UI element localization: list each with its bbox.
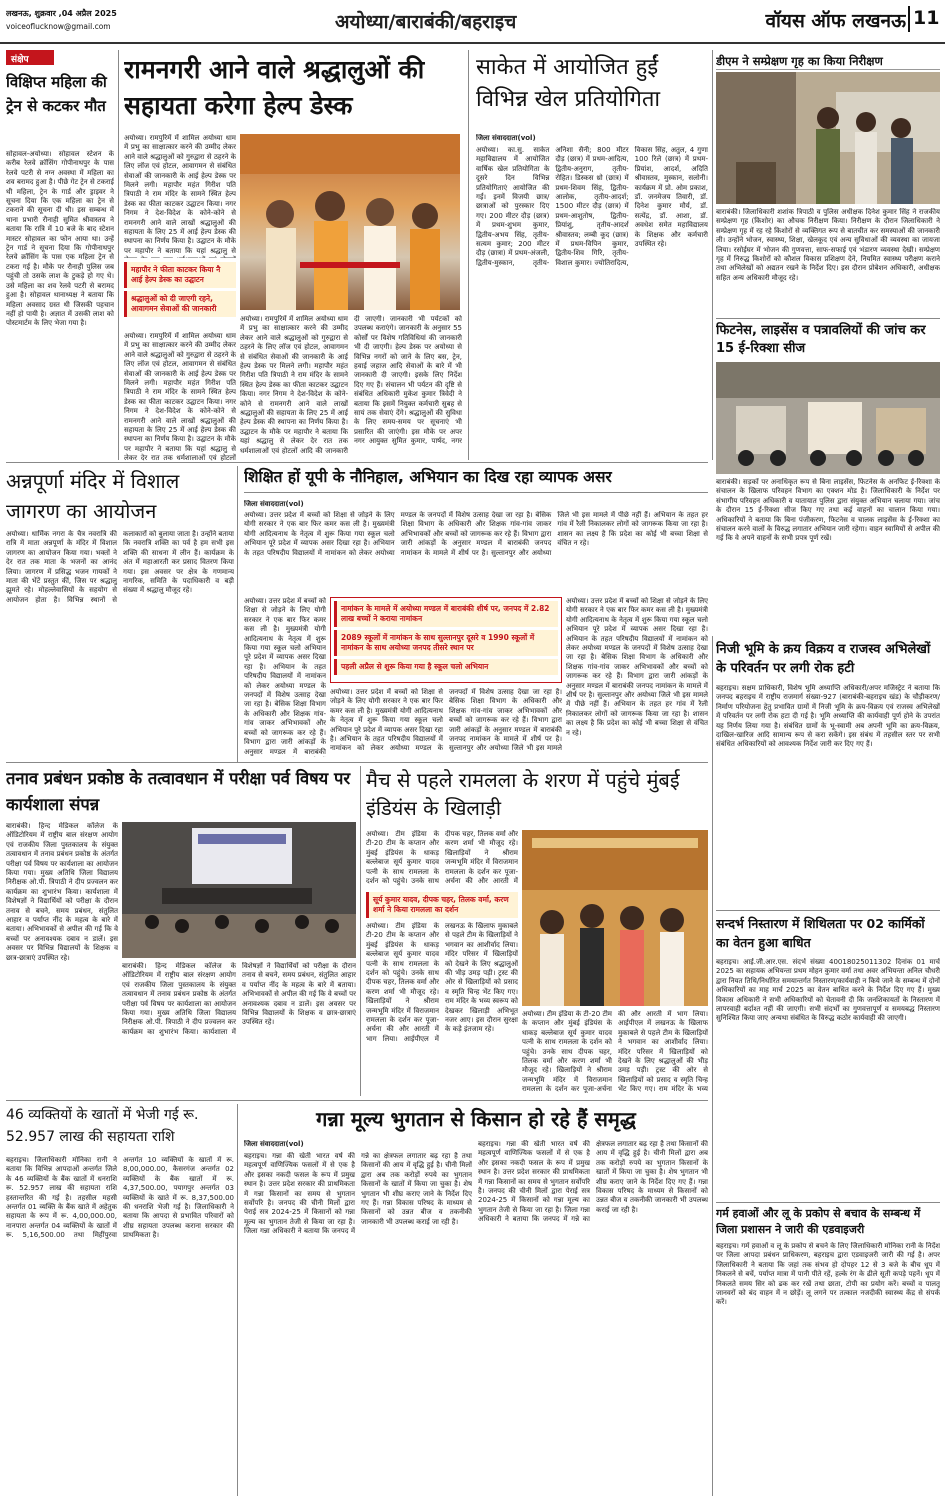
e-rickshaw-photo-illustration <box>716 362 940 474</box>
helpdesk-photo <box>240 134 460 310</box>
mumbai-body-top: अयोध्या। टीम इंडिया के टी-20 टीम के कप्तान और मुंबई इंडियंस के धाकड़ बल्लेबाज सूर्य कुमार यादव पत्नी के साथ रामलला के दर्शन को पहुंचे। उनके साथ दीपक चहर, तिलक वर्मा और करण शर्मा भी मौजूद रहे। खिलाड़ियों ने श्रीराम जन्मभूमि मंदिर में विराजमान रामलला के दर्शन कर पूजा-अर्चना की और आरती में <box>366 830 518 886</box>
sports-byline: जिला संवाददाता(vol) <box>476 134 536 142</box>
helpdesk-callout-1: महापौर ने फीता काटकर किया नै आई हेल्प डेस्क का उद्घाटन <box>124 262 236 288</box>
helpdesk-body-lower: अयोध्या। रामपुरिमें में शामिल अयोध्या धाम में प्रभु का साक्षात्कार करने की उम्मीद लेकर आने वाले श्रद्धालुओं को गुरुद्वारा से ठहरने के लिए लॉज एवं होटल, आवागमन से संबंधित सेवाओं की जानकारी के आई हेल्प डेस्क पर मिलने लगी। महापौर महंत गिरीश पति त्रिपाठी ने राम मंदिर के सामने स्थित हेल्प डेस्क का फीता काटकर उद्घाटन किया। नगर निगम ने देश-विदेश के कोने-कोने से रामनगरी आने वाले लाखों श्रद्धालुओं की सहायता के लिए 25 में आई हेल्प डेस्क की स्थापना का निर्णय किया है। उद्घाटन के मौके पर महापौर ने बताया कि यहां श्रद्धालु से लेकर देर रात तक धर्मशालाओं एवं होटलों <box>124 332 236 462</box>
helpdesk-body-right: अयोध्या। रामपुरिमें में शामिल अयोध्या धाम में प्रभु का साक्षात्कार करने की उम्मीद लेकर आने वाले श्रद्धालुओं को गुरुद्वारा से ठहरने के लिए लॉज एवं होटल, आवागमन से संबंधित सेवाओं की जानकारी के आई हेल्प डेस्क पर मिलने लगी। महापौर महंत गिरीश पति त्रिपाठी ने राम मंदिर के सामने स्थित हेल्प डेस्क का फीता काटकर उद्घाटन किया। नगर निगम ने देश-विदेश के कोने-कोने से रामनगरी आने वाले लाखों श्रद्धालुओं की सहायता के लिए 25 में आई हेल्प डेस्क की स्थापना का निर्णय किया है। उद्घाटन के मौके पर महापौर ने बताया कि यहां श्रद्धालु से लेकर देर रात तक धर्मशालाओं एवं होटलों आदि की जानकारी दी जाएगी। जानकारी भी पर्यटकों को उपलब्ध कराएंगे। जानकारी के अनुसार 55 कोर्सों पर विशेष गतिविधियां की जानकारी भी दी जाएगी। हेल्प डेस्क पर अयोध्या से विभिन्न नगरों को जाने के लिए बस, ट्रेन, हवाई जहाज आदि सेवाओं के बारे में भी जानकारी दी जाएगी। इसके लिए निर्देश दिए गए हैं। संचालन भी पर्यटन की दृष्टि से संबंधित अधिकारी मुकेश कुमार त्रिवेदी ने बताया कि इसमें नियुक्त कर्मचारी सुबह से सायं तक सेवाएं देंगे। श्रद्धालुओं की सुविधा के लिए समय-समय पर सूचनाएं भी प्रसारित की जाएंगी। इस मौके पर अपर नगर आयुक्त सुमित कुमार, पार्षद, नगर <box>240 315 462 455</box>
education-byline: जिला संवाददाता(vol) <box>244 500 304 508</box>
salary-body: बहराइच। आई.जी.आर.एस. संदर्भ संख्या 40018025011302 दिनांक 01 मार्च 2025 का सहायक अभियन्ता प्रथम मोहन कुमार वर्मा तथा अवर अभियन्ता अनिल चौधरी द्वारा नियत तिथि/निर्धारित समयान्तर्गत निस्तारण/कार्यवाही न किये जाने के सम्बन्ध में दोनों अधिकारियों का माह मार्च 2025 का वेतन बाधित करने के निर्देश दिए गए हैं। मुख्य विकास अधिकारी ने सभी अधिकारियों को चेतावनी दी कि जनशिकायतों के निस्तारण में लापरवाही बर्दाश्त नहीं की जाएगी। सभी संदर्भों का गुणवत्तापूर्ण व समयबद्ध निस्तारण सुनिश्चित किया जाए अन्यथा संबंधित के विरुद्ध कठोर कार्यवाही की जाएगी। <box>716 958 940 1023</box>
workshop-body-right: बाराबंकी। हिन्द मेडिकल कॉलेज के ऑडिटोरियम में राष्ट्रीय बाल संरक्षण आयोग एवं राजकीय जिला पुस्तकालय के संयुक्त तत्वावधान में तनाव प्रबंधन प्रकोष्ठ के अंतर्गत परीक्षा पर्व विषय पर कार्यशाला का आयोजन किया गया। मुख्य अतिथि जिला विद्यालय निरीक्षक ओ.पी. त्रिपाठी ने दीप प्रज्वलन कर कार्यक्रम का शुभारंभ किया। कार्यशाला में विशेषज्ञों ने विद्यार्थियों को परीक्षा के दौरान तनाव से बचने, समय प्रबंधन, संतुलित आहार व पर्याप्त नींद के महत्व के बारे में बताया। अभिभावकों से अपील की गई कि वे बच्चों पर अनावश्यक दबाव न डालें। इस अवसर पर विभिन्न विद्यालयों के शिक्षक व छात्र-छात्राएं उपस्थित रहे। <box>122 962 356 1036</box>
fitness-headline: फिटनेस, लाइसेंस व पत्रावलियों की जांच कर 15 ई-रिक्शा सीज <box>716 323 926 356</box>
sports-body: अयोध्या। का.सु. साकेत महाविद्यालय में आयोजित वार्षिक खेल प्रतियोगिता के दूसरे दिन विभिन्न प्रतियोगिताएं आयोजित की गईं। इनमें विजयी छात्र/छात्राओं को पुरस्कार दिए गए। 200 मीटर दौड़ (छात्र) में प्रथम-शुभम कुमार, द्वितीय-अभय सिंह, तृतीय-सत्यम कुमार; 200 मीटर दौड़ (छात्रा) में प्रथम-अंजली, द्वितीय-मुस्कान, तृतीय-अनिशा सैनी; 800 मीटर दौड़ (छात्र) में प्रथम-आदित्य, द्वितीय-अनुराग, तृतीय-रोहित। डिस्कस थ्रो (छात्र) में प्रथम-शिवम सिंह, द्वितीय-आलोक, तृतीय-आदर्श; 1500 मीटर दौड़ (छात्र) में प्रथम-आशुतोष, द्वितीय-प्रियांशु, तृतीय-आदर्श श्रीवास्तव; लम्बी कूद (छात्र) में प्रथम-विपिन कुमार, द्वितीय-शिव गिरि, तृतीय-विशाल कुमार। ज्योतिरादित्य, विकास सिंह, अतुल, 4 गुणा 100 रिले (छात्र) में प्रथम-प्रियांश, आदर्श, अदिति श्रीवास्तव, मुस्कान, सलोनी। कार्यक्रम में प्रो. ओम प्रकाश, डॉ. जनमेजय तिवारी, डॉ. दिनेश कुमार मौर्य, डॉ. सत्येंद्र, डॉ. आशा, डॉ. अवधेश समेत महाविद्यालय के शिक्षक और कर्मचारी उपस्थित रहे। <box>476 146 708 267</box>
land-headline: निजी भूमि के क्रय विक्रय व राजस्व अभिलेखों के परिवर्तन पर लगी रोक हटी <box>716 642 931 676</box>
sugarcane-body-left: बहराइच। गन्ना की खेती भारत वर्ष की महत्वपूर्ण वाणिज्यिक फसलों में से एक है और इसका नकदी फसल के रूप में प्रमुख स्थान है। उत्तर प्रदेश सरकार की प्राथमिकता में गन्ना किसानों का समय से भुगतान सर्वोपरि है। जनपद की चीनी मिलों द्वारा पेराई सत्र 2024-25 में किसानों को गन्ना मूल्य का भुगतान तेजी से किया जा रहा है। जिला गन्ना अधिकारी ने बताया कि जनपद में गन्ने का क्षेत्रफल लगातार बढ़ रहा है तथा किसानों की आय में वृद्धि हुई है। चीनी मिलों द्वारा अब तक करोड़ों रुपये का भुगतान किसानों के खातों में किया जा चुका है। शेष भुगतान भी शीघ्र कराए जाने के निर्देश दिए गए हैं। गन्ना विकास परिषद के माध्यम से किसानों को उन्नत बीज व तकनीकी जानकारी भी उपलब्ध कराई जा रही है। <box>244 1152 472 1236</box>
heatwave-headline: गर्म हवाओं और लू के प्रकोप से बचाव के सम्बन्ध में जिला प्रशासन ने जारी की एडवाइजरी <box>716 1207 921 1236</box>
sugarcane-body-right: बहराइच। गन्ना की खेती भारत वर्ष की महत्वपूर्ण वाणिज्यिक फसलों में से एक है और इसका नकदी फसल के रूप में प्रमुख स्थान है। उत्तर प्रदेश सरकार की प्राथमिकता में गन्ना किसानों का समय से भुगतान सर्वोपरि है। जनपद की चीनी मिलों द्वारा पेराई सत्र 2024-25 में किसानों को गन्ना मूल्य का भुगतान तेजी से किया जा रहा है। जिला गन्ना अधिकारी ने बताया कि जनपद में गन्ने का क्षेत्रफल लगातार बढ़ रहा है तथा किसानों की आय में वृद्धि हुई है। चीनी मिलों द्वारा अब तक करोड़ों रुपये का भुगतान किसानों के खातों में किया जा चुका है। शेष भुगतान भी शीघ्र कराए जाने के निर्देश दिए गए हैं। गन्ना विकास परिषद के माध्यम से किसानों को उन्नत बीज व तकनीकी जानकारी भी उपलब्ध कराई जा रही है। <box>478 1140 708 1224</box>
brief-body: सोहावल-अयोध्या। सोहावल स्टेशन के करीब रेलवे क्रॉसिंग गोपीनाथपुर के पास रेलवे पटरी से नग्न अवस्था में महिला का शव बरामद हुआ है। पीछे गेट ट्रेन से टकराई थी महिला, ट्रेन के गार्ड और ड्राइवर ने सूचना दिया कि एक महिला का ट्रेन से टकराने की सूचना दी थी। इस सम्बन्ध में थाना प्रभारी रौनाही सुमित श्रीवास्तव ने बताया कि रात्रि में 10 बजे के बाद स्टेशन मास्टर सोहावल का फोन आया था। उन्हें ट्रेन गार्ड ने सूचना दिया कि गोपीनाथपुर रेलवे क्रॉसिंग के पास एक महिला ट्रेन से टकरा गई है। मौके पर रौनाही पुलिस जब पहुंची तो उसके लाश के टुकड़े हो गए थे। उसे महिला का शव रेलवे पटरी से बरामद हुआ है। सोहावल थानाध्यक्ष ने बताया कि महिला अवसाद ग्रस्त थी जिसकी पहचान नहीं हो पायी है। अज्ञात में उसकी लाश को पोस्टमार्टम के लिए भेजा गया है। <box>6 150 114 328</box>
date-line: लखनऊ, शुक्रवार ,04 अप्रैल 2025 <box>6 9 117 18</box>
accounts-headline: 46 व्यक्तियों के खातों में भेजी गई रू. 52.957 लाख की सहायता राशि <box>6 1107 199 1145</box>
fitness-photo <box>716 362 940 474</box>
heatwave-body: बहराइच। गर्म हवाओं व लू के प्रकोप से बचने के लिए जिलाधिकारी मोनिका रानी के निर्देश पर जिला आपदा प्रबंधन प्राधिकरण, बहराइच द्वारा एडवाइजरी जारी की गई है। अपर जिलाधिकारी ने बताया कि जहां तक संभव हो दोपहर 12 से 3 बजे के बीच धूप में निकलने से बचें, पर्याप्त मात्रा में पानी पीते रहें, हल्के रंग के ढीले सूती कपड़े पहनें। धूप में निकलते समय सिर को ढक कर रखें तथा छाता, टोपी का प्रयोग करें। बच्चों व पालतू जानवरों को बंद वाहन में न छोड़ें। लू लगने पर तत्काल नजदीकी स्वास्थ्य केंद्र से संपर्क करें। <box>716 1242 940 1307</box>
mumbai-photo <box>522 830 708 1006</box>
annapurna-body: अयोध्या। धार्मिक नगरा के चैत्र नवरात्रि की रात्रि में माता अन्नपूर्णा के मंदिर में विशाल जागरण का आयोजन किया गया। भक्तों ने देर रात तक माता के भजनों का आनंद लिया। जागरण में प्रसिद्ध भजन गायकों ने माता की भेंटें प्रस्तुत कीं, जिस पर श्रद्धालु झूमते रहे। मोहल्लेवासियों के सहयोग से आयोजन होता है। विभिन्न स्थानों से कलाकारों को बुलाया जाता है। उन्होंने बताया कि नवरात्रि शक्ति का पर्व है हम सभी इस शक्ति की साधना में लीन हैं। कार्यक्रम के अंत में महाआरती कर प्रसाद वितरण किया गया। इस अवसर पर क्षेत्र के गणमान्य नागरिक, समिति के पदाधिकारी व बड़ी संख्या में श्रद्धालु मौजूद रहे। <box>6 530 234 604</box>
accounts-body: बहराइच। जिलाधिकारी मोनिका रानी ने बताया कि विभिन्न आपदाओं अन्तर्गत जिले के 46 व्यक्तियों के बैंक खातों में धनराशि रू. 52.957 लाख की सहायता राशि हस्तान्तरित की गई है। तहसील महसी अन्तर्गत 01 व्यक्ति के बैंक खाते में अहेतुक सहायता के रूप में रू. 4,00,000.00, नानपारा अन्तर्गत 04 व्यक्तियों के खातों में रू. 5,16,500.00 तथा मिहींपुरवा अन्तर्गत 10 व्यक्तियों के खातों में रू. 8,00,000.00, कैसरगंज अन्तर्गत 02 व्यक्तियों के बैंक खातों में रू. 4,37,500.00, पयागपुर अन्तर्गत 03 व्यक्तियों के खाते में रू. 8,37,500.00 की धनराशि भेजी गई है। जिलाधिकारी ने बताया कि आपदा से प्रभावित परिवारों को शीघ्र सहायता उपलब्ध कराना सरकार की प्राथमिकता है। <box>6 1156 234 1240</box>
education-body-right: अयोध्या। उत्तर प्रदेश में बच्चों को शिक्षा से जोड़ने के लिए योगी सरकार ने एक बार फिर कमर कस ली है। मुख्यमंत्री योगी आदित्यनाथ के नेतृत्व में शुरू किया गया स्कूल चलो अभियान पूरे प्रदेश में व्यापक असर दिखा रहा है। अभियान के तहत परिषदीय विद्यालयों में नामांकन को लेकर अयोध्या मण्डल के जनपदों में विशेष उत्साह देखा जा रहा है। बेसिक शिक्षा विभाग के अधिकारी और शिक्षक गांव-गांव जाकर अभिभावकों और बच्चों को जागरूक कर रहे हैं। विभाग द्वारा जारी आंकड़ों के अनुसार मण्डल में बाराबंकी जनपद नामांकन के मामले में शीर्ष पर है। सुल्तानपुर और अयोध्या जिले भी इस मामले में पीछे नहीं हैं। अभियान के तहत हर गांव में रैली निकालकर लोगों को जागरूक किया जा रहा है। शासन का लक्ष्य है कि प्रदेश का कोई भी बच्चा शिक्षा से वंचित न रहे। <box>566 597 708 737</box>
helpdesk-callout-2: श्रद्धालुओं को दी जाएगी रहने, आवागमन सेवाओं की जानकारी <box>124 291 236 317</box>
education-callout-3: पहली अप्रैल से शुरू किया गया है स्कूल चलो अभियान <box>334 659 558 675</box>
education-callouts <box>330 597 562 683</box>
auditorium-photo-illustration <box>122 822 356 958</box>
section-title: अयोध्या/बाराबंकी/बहराइच <box>335 11 517 33</box>
sports-headline: साकेत में आयोजित हुईं विभिन्न खेल प्रतियोगिता <box>476 55 661 112</box>
email: voiceoflucknow@gmail.com <box>6 22 111 31</box>
masthead <box>0 0 945 44</box>
mumbai-headline: मैच से पहले रामलला के शरण में पहुंचे मुंबई इंडियंस के खिलाड़ी <box>366 768 680 820</box>
education-body-bottom: अयोध्या। उत्तर प्रदेश में बच्चों को शिक्षा से जोड़ने के लिए योगी सरकार ने एक बार फिर कमर कस ली है। मुख्यमंत्री योगी आदित्यनाथ के नेतृत्व में शुरू किया गया स्कूल चलो अभियान पूरे प्रदेश में व्यापक असर दिखा रहा है। अभियान के तहत परिषदीय विद्यालयों में नामांकन को लेकर अयोध्या मण्डल के जनपदों में विशेष उत्साह देखा जा रहा है। बेसिक शिक्षा विभाग के अधिकारी और शिक्षक गांव-गांव जाकर अभिभावकों और बच्चों को जागरूक कर रहे हैं। विभाग द्वारा जारी आंकड़ों के अनुसार मण्डल में बाराबंकी जनपद नामांकन के मामले में शीर्ष पर है। सुल्तानपुर और अयोध्या जिले भी इस मामले <box>330 688 562 753</box>
helpdesk-callouts <box>124 262 236 328</box>
sugarcane-headline: गन्ना मूल्य भुगतान से किसान हो रहे हैं समृद्ध <box>316 1107 636 1131</box>
education-callout-1: नामांकन के मामले में अयोध्या मण्डल में बाराबंकी शीर्ष पर, जनपद में 2.82 लाख बच्चों ने कराया नामांकन <box>334 601 558 627</box>
page-number: 11 <box>913 7 940 29</box>
cricketers-photo-illustration <box>522 830 708 1006</box>
mumbai-body-right: अयोध्या। टीम इंडिया के टी-20 टीम के कप्तान और मुंबई इंडियंस के धाकड़ बल्लेबाज सूर्य कुमार यादव पत्नी के साथ रामलला के दर्शन को पहुंचे। उनके साथ दीपक चहर, तिलक वर्मा और करण शर्मा भी मौजूद रहे। खिलाड़ियों ने श्रीराम जन्मभूमि मंदिर में विराजमान रामलला के दर्शन कर पूजा-अर्चना की और आरती में भाग लिया। आईपीएल में लखनऊ के खिलाफ मुकाबले से पहले टीम के खिलाड़ियों ने भगवान का आशीर्वाद लिया। मंदिर परिसर में खिलाड़ियों को देखने के लिए श्रद्धालुओं की भीड़ उमड़ पड़ी। ट्रस्ट की ओर से खिलाड़ियों को प्रसाद व स्मृति चिन्ह भेंट किए गए। राम मंदिर के भव्य <box>522 1010 708 1094</box>
inspection-body: बाराबंकी। जिलाधिकारी शशांक त्रिपाठी व पुलिस अधीक्षक दिनेश कुमार सिंह ने राजकीय सम्प्रेक्षण गृह (किशोर) का औचक निरीक्षण किया। निरीक्षण के दौरान जिलाधिकारी ने सम्प्रेक्षण गृह में रह रहे किशोरों से व्यक्तिगत रूप से बातचीत कर समस्याओं की जानकारी ली। उन्होंने भोजन, स्वास्थ्य, शिक्षा, खेलकूद एवं अन्य सुविधाओं की व्यवस्था का जायजा लिया। रसोईघर में भोजन की गुणवत्ता, साफ-सफाई एवं भंडारण व्यवस्था देखी। सम्प्रेक्षण गृह में निरुद्ध किशोरों को कौशल विकास प्रशिक्षण देने, नियमित स्वास्थ्य परीक्षण कराने तथा अभिलेखों को अद्यतन रखने के निर्देश दिए। इस दौरान प्रोबेशन अधिकारी, अधीक्षक सहित अन्य अधिकारी मौजूद रहे। <box>716 208 940 282</box>
fitness-body: बाराबंकी। सड़कों पर अनाधिकृत रूप से बिना लाइसेंस, फिटनेस के अनफिट ई-रिक्शा के संचालन के खिलाफ परिवहन विभाग का एक्शन मोड है। जिलाधिकारी के निर्देश पर संभागीय परिवहन अधिकारी व यातायात पुलिस द्वारा संयुक्त अभियान चलाया गया। जांच के दौरान 15 ई-रिक्शा सीज किए गए तथा कई वाहनों का चालान किया गया। अधिकारियों ने बताया कि बिना पंजीकरण, फिटनेस व चालक लाइसेंस के ई-रिक्शा का संचालन करने वालों के विरुद्ध लगातार अभियान जारी रहेगा। वाहन स्वामियों से अपील की गई कि वे अपने वाहनों के सभी प्रपत्र पूर्ण रखें। <box>716 478 940 543</box>
land-body: बहराइच। सक्षम प्राधिकारी, विशेष भूमि अध्याप्ति अधिकारी/अपर मजिस्ट्रेट ने बताया कि जनपद बहराइच में राष्ट्रीय राजमार्ग संख्या-927 (बाराबंकी-बहराइच खंड) के चौड़ीकरण/निर्माण परियोजना हेतु प्रभावित ग्रामों में निजी भूमि के क्रय-विक्रय एवं राजस्व अभिलेखों में परिवर्तन पर लगी रोक हटा दी गई है। भूमि अध्याप्ति की कार्यवाही पूर्ण होने के उपरांत यह निर्णय लिया गया है। संबंधित ग्रामों के भू-स्वामी अब अपनी भूमि का क्रय-विक्रय, दाखिल-खारिज आदि सामान्य रूप से करा सकेंगे। इस संबंध में तहसील स्तर पर सभी संबंधित अधिकारियों को आवश्यक निर्देश जारी कर दिए गए हैं। <box>716 684 940 749</box>
education-body-top: अयोध्या। उत्तर प्रदेश में बच्चों को शिक्षा से जोड़ने के लिए योगी सरकार ने एक बार फिर कमर कस ली है। मुख्यमंत्री योगी आदित्यनाथ के नेतृत्व में शुरू किया गया स्कूल चलो अभियान पूरे प्रदेश में व्यापक असर दिखा रहा है। अभियान के तहत परिषदीय विद्यालयों में नामांकन को लेकर अयोध्या मण्डल के जनपदों में विशेष उत्साह देखा जा रहा है। बेसिक शिक्षा विभाग के अधिकारी और शिक्षक गांव-गांव जाकर अभिभावकों और बच्चों को जागरूक कर रहे हैं। विभाग द्वारा जारी आंकड़ों के अनुसार मण्डल में बाराबंकी जनपद नामांकन के मामले में शीर्ष पर है। सुल्तानपुर और अयोध्या जिले भी इस मामले में पीछे नहीं हैं। अभियान के तहत हर गांव में रैली निकालकर लोगों को जागरूक किया जा रहा है। शासन का लक्ष्य है कि प्रदेश का कोई भी बच्चा शिक्षा से वंचित न रहे। <box>244 511 708 557</box>
mumbai-callout: सूर्य कुमार यादव, दीपक चहर, तिलक वर्मा, करण शर्मा ने किया रामलला का दर्शन <box>366 892 518 918</box>
workshop-headline: तनाव प्रबंधन प्रकोष्ठ के तत्वावधान में परीक्षा पर्व विषय पर कार्यशाला संपन्न <box>6 769 351 814</box>
helpdesk-body-left: अयोध्या। रामपुरिमें में शामिल अयोध्या धाम में प्रभु का साक्षात्कार करने की उम्मीद लेकर आने वाले श्रद्धालुओं को गुरुद्वारा से ठहरने के लिए लॉज एवं होटल, आवागमन से संबंधित सेवाओं की जानकारी के आई हेल्प डेस्क पर मिलने लगी। महापौर महंत गिरीश पति त्रिपाठी ने राम मंदिर के सामने स्थित हेल्प डेस्क का फीता काटकर उद्घाटन किया। नगर निगम ने देश-विदेश के कोने-कोने से रामनगरी आने वाले लाखों श्रद्धालुओं की सहायता के लिए 25 में आई हेल्प डेस्क की स्थापना का निर्णय किया है। उद्घाटन के मौके पर महापौर ने बताया कि यहां श्रद्धालु से <box>124 134 236 255</box>
mumbai-body: अयोध्या। टीम इंडिया के टी-20 टीम के कप्तान और मुंबई इंडियंस के धाकड़ बल्लेबाज सूर्य कुमार यादव पत्नी के साथ रामलला के दर्शन को पहुंचे। उनके साथ दीपक चहर, तिलक वर्मा और करण शर्मा भी मौजूद रहे। खिलाड़ियों ने श्रीराम जन्मभूमि मंदिर में विराजमान रामलला के दर्शन कर पूजा-अर्चना की और आरती में भाग लिया। आईपीएल में लखनऊ के खिलाफ मुकाबले से पहले टीम के खिलाड़ियों ने भगवान का आशीर्वाद लिया। मंदिर परिसर में खिलाड़ियों को देखने के लिए श्रद्धालुओं की भीड़ उमड़ पड़ी। ट्रस्ट की ओर से खिलाड़ियों को प्रसाद व स्मृति चिन्ह भेंट किए गए। राम मंदिर के भव्य स्वरूप को देखकर खिलाड़ी अभिभूत नजर आए। इस दौरान सुरक्षा के कड़े इंतजाम रहे। <box>366 922 518 1043</box>
education-body-left: अयोध्या। उत्तर प्रदेश में बच्चों को शिक्षा से जोड़ने के लिए योगी सरकार ने एक बार फिर कमर कस ली है। मुख्यमंत्री योगी आदित्यनाथ के नेतृत्व में शुरू किया गया स्कूल चलो अभियान पूरे प्रदेश में व्यापक असर दिखा रहा है। अभियान के तहत परिषदीय विद्यालयों में नामांकन को लेकर अयोध्या मण्डल के जनपदों में विशेष उत्साह देखा जा रहा है। बेसिक शिक्षा विभाग के अधिकारी और शिक्षक गांव-गांव जाकर अभिभावकों और बच्चों को जागरूक कर रहे हैं। विभाग द्वारा जारी आंकड़ों के अनुसार मण्डल में बाराबंकी <box>244 597 326 756</box>
paper-name: वॉयस ऑफ लखनऊ <box>765 10 906 32</box>
helpdesk-headline: रामनगरी आने वाले श्रद्धालुओं की सहायता करेगा हेल्प डेस्क <box>124 55 425 120</box>
brief-tag: संक्षेप <box>6 50 54 65</box>
brief-headline: विक्षिप्त महिला की ट्रेन से कटकर मौत <box>6 73 107 115</box>
people-photo-illustration <box>240 134 460 310</box>
education-headline: शिक्षित हों यूपी के नौनिहाल, अभियान का दिख रहा व्यापक असर <box>244 468 612 486</box>
workshop-body-left: बाराबंकी। हिन्द मेडिकल कॉलेज के ऑडिटोरियम में राष्ट्रीय बाल संरक्षण आयोग एवं राजकीय जिला पुस्तकालय के संयुक्त तत्वावधान में तनाव प्रबंधन प्रकोष्ठ के अंतर्गत परीक्षा पर्व विषय पर कार्यशाला का आयोजन किया गया। मुख्य अतिथि जिला विद्यालय निरीक्षक ओ.पी. त्रिपाठी ने दीप प्रज्वलन कर कार्यक्रम का शुभारंभ किया। कार्यशाला में विशेषज्ञों ने विद्यार्थियों को परीक्षा के दौरान तनाव से बचने, समय प्रबंधन, संतुलित आहार व पर्याप्त नींद के महत्व के बारे में बताया। अभिभावकों से अपील की गई कि वे बच्चों पर अनावश्यक दबाव न डालें। इस अवसर पर विभिन्न विद्यालयों के शिक्षक व छात्र-छात्राएं उपस्थित रहे। <box>6 822 118 962</box>
annapurna-headline: अन्नपूर्णा मंदिर में विशाल जागरण का आयोजन <box>6 469 180 523</box>
education-callout-2: 2089 स्कूलों में नामांकन के साथ सुल्तानपुर दूसरे व 1990 स्कूलों में नामांकन के साथ अयोध्या जनपद तीसरे स्थान पर <box>334 630 558 656</box>
inspection-photo <box>716 72 940 204</box>
salary-headline: सन्दर्भ निस्तारण में शिथिलता पर 02 कार्मिकों का वेतन हुआ बाधित <box>716 916 925 950</box>
officials-photo-illustration <box>716 72 940 204</box>
inspection-headline: डीएम ने सम्प्रेक्षण गृह का किया निरीक्षण <box>716 53 940 70</box>
sugarcane-byline: जिला संवाददाता(vol) <box>244 1140 304 1148</box>
workshop-photo <box>122 822 356 958</box>
